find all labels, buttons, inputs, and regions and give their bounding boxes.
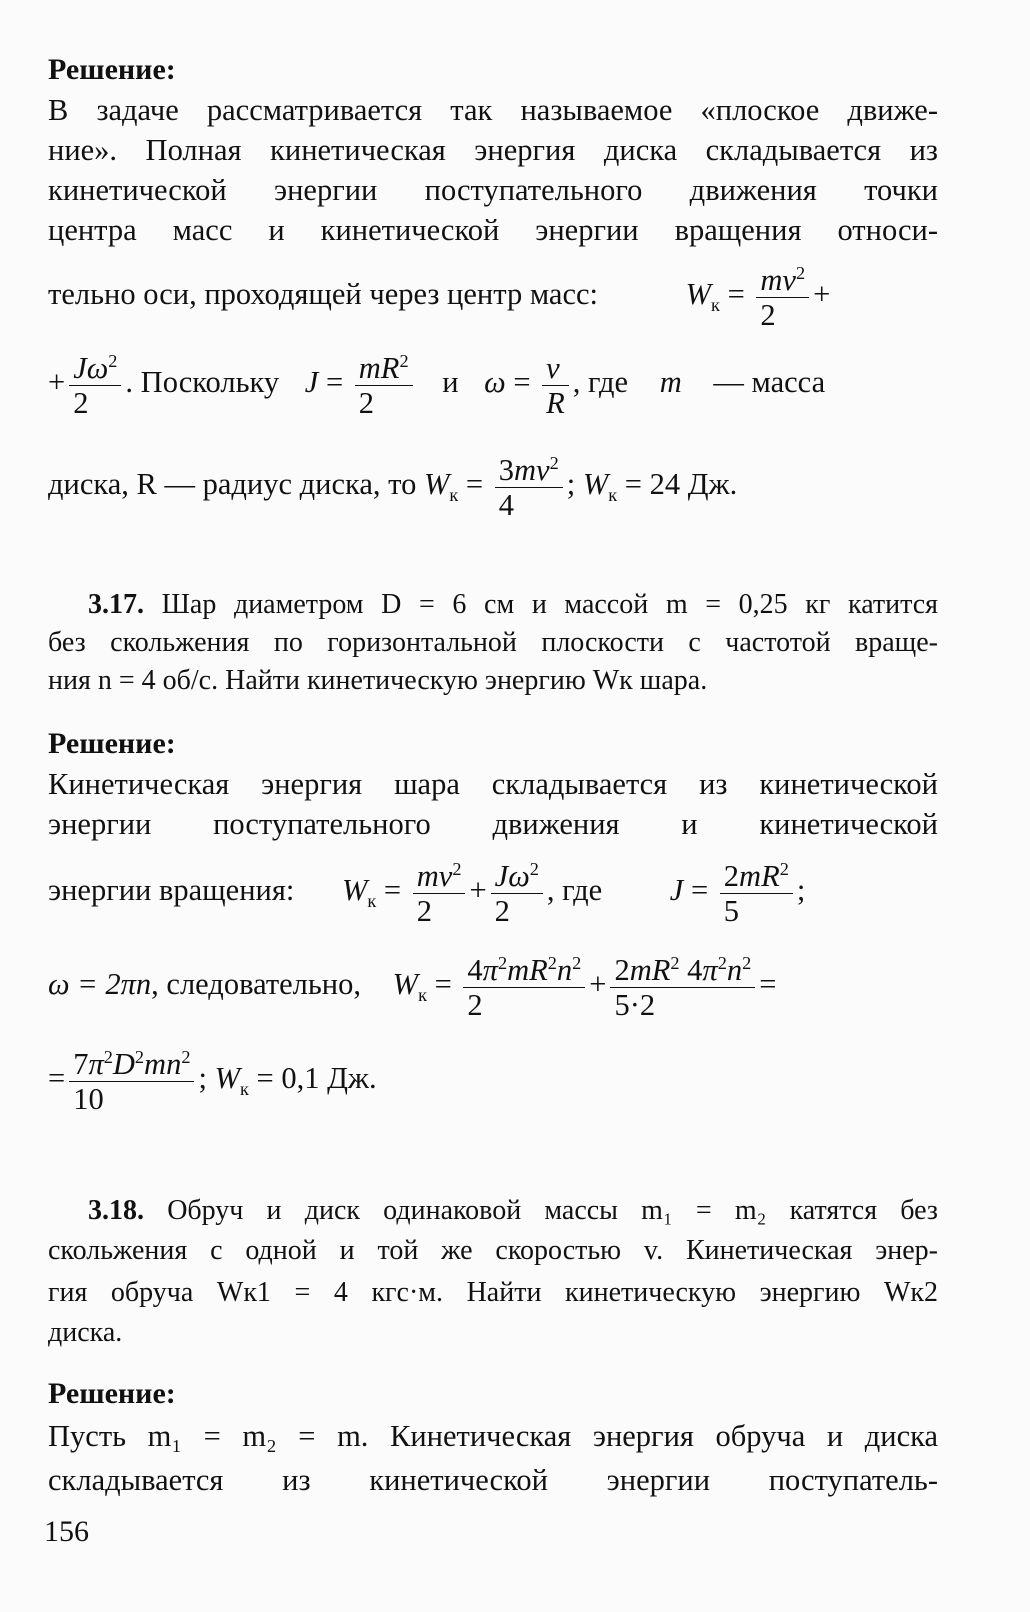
solution-1-line-3: кинетической энергии поступательного движения точки: [48, 173, 938, 207]
solution-2-line-5: [48, 1040, 938, 1116]
solution-3-line-2: складывается из кинетической энергии поступатель-: [48, 1463, 938, 1497]
solution-2-line-4: [48, 946, 938, 1022]
line-5-text: тельно оси, проходящей через центр масс:: [48, 277, 598, 311]
solution-1-line-1: В задаче рассматривается так называемое «плоское движе-: [48, 93, 938, 127]
line-3-where: , где: [546, 873, 603, 907]
line-6-mass: — масса: [713, 365, 826, 399]
line-3-text: энергии вращения:: [48, 873, 295, 907]
problem-318-text-1: Обруч и диск одинаковой массы m₁ = m₂ катятся без: [167, 1195, 938, 1226]
solution-1-line-2: ние». Полная кинетическая энергия диска складывается из: [48, 133, 938, 167]
formula-rotational: + $\frac{J\omega^2}{2}$: [48, 344, 125, 420]
problem-317-number: 3.17.: [88, 589, 144, 620]
line-6-and: и: [442, 365, 459, 399]
line-5-result: = 0,1 Дж.: [256, 1061, 377, 1095]
formula-wk-final: = $\frac{7\pi^2D^2mn^2}{10}$ ;: [48, 1046, 207, 1116]
problem-318-line-2: скольжения с одной и той же скоростью v. Кинетическая энер-: [48, 1235, 938, 1266]
line-4-omega: ω = 2πn: [48, 967, 152, 1001]
formula-wk-ball: $W_к$ = $\frac{mv^2}{2}$ + $\frac{J\omega^2}{2}$: [342, 852, 547, 928]
formula-wk-disk: $W_к$ = $\frac{3mv^2}{4}$ ;: [423, 452, 576, 522]
line-7-result: = 24 Дж.: [624, 467, 738, 501]
formula-omega: ω = $\frac{v}{R}$: [484, 344, 573, 420]
formula-wk-ball-value: $W_к = 0,1$ Дж.: [214, 1061, 377, 1100]
solution-1-line-7: [48, 446, 938, 522]
problem-317-line-2: без скольжения по горизонтальной плоскости с частотой враще-: [48, 627, 938, 658]
line-7-text: диска, R — радиус диска, то: [48, 467, 417, 501]
problem-317-text-1: Шар диаметром D = 6 см и массой m = 0,25 кг катится: [161, 589, 939, 620]
problem-317-line-1: [48, 586, 938, 624]
problem-317-line-3: ния n = 4 об/с. Найти кинетическую энергию Wк шара.: [48, 665, 708, 696]
solution-1-line-5: [48, 260, 938, 332]
solution-2-line-1: Кинетическая энергия шара складывается из кинетической: [48, 767, 938, 801]
problem-318-line-1: [48, 1192, 938, 1230]
line-6-where: , где: [572, 365, 629, 399]
problem-318-line-4: диска.: [48, 1317, 123, 1348]
solution-2-line-2: энергии поступательного движения и кинетической: [48, 807, 938, 841]
problem-318-number: 3.18.: [88, 1195, 144, 1226]
formula-inertia-ball: J = $\frac{2mR^2}{5}$ ;: [669, 858, 806, 928]
line-6-poskolku: . Поскольку: [125, 365, 280, 399]
formula-wk-expanded: $W_к$ = $\frac{4\pi^2mR^2n^2}{2}$ + $\frac{2mR^2 4\pi^2n^2}{5\cdot 2}$ =: [392, 952, 777, 1022]
solution-heading-3: Решение:: [48, 1377, 176, 1410]
solution-3-line-1: Пусть m₁ = m₂ = m. Кинетическая энергия обруча и диска: [48, 1419, 938, 1453]
line-4-text: , следовательно,: [151, 967, 362, 1001]
formula-wk-sum: $W_к$ = $\frac{mv^2}{2}$ +: [685, 262, 831, 332]
solution-heading-2: Решение:: [48, 727, 176, 760]
solution-1-line-6: + $\frac{J\omega^2}{2}$ . Поскольку J = $\frac{mR^2}{2}$ и ω = $\frac{v}{R}$ , где m — масса: [48, 344, 938, 420]
solution-2-line-3: [48, 852, 938, 928]
formula-inertia-disk: J = $\frac{mR^2}{2}$: [305, 344, 417, 420]
solution-heading-1: Решение:: [48, 53, 176, 86]
solution-1-line-4: центра масс и кинетической энергии вращения относи-: [48, 213, 938, 247]
formula-wk-value: $W_к = 24$ Дж.: [582, 467, 738, 506]
problem-318-line-3: гия обруча Wк1 = 4 кгс·м. Найти кинетическую энергию Wк2: [48, 1277, 938, 1308]
page-number: 156: [44, 1515, 89, 1548]
